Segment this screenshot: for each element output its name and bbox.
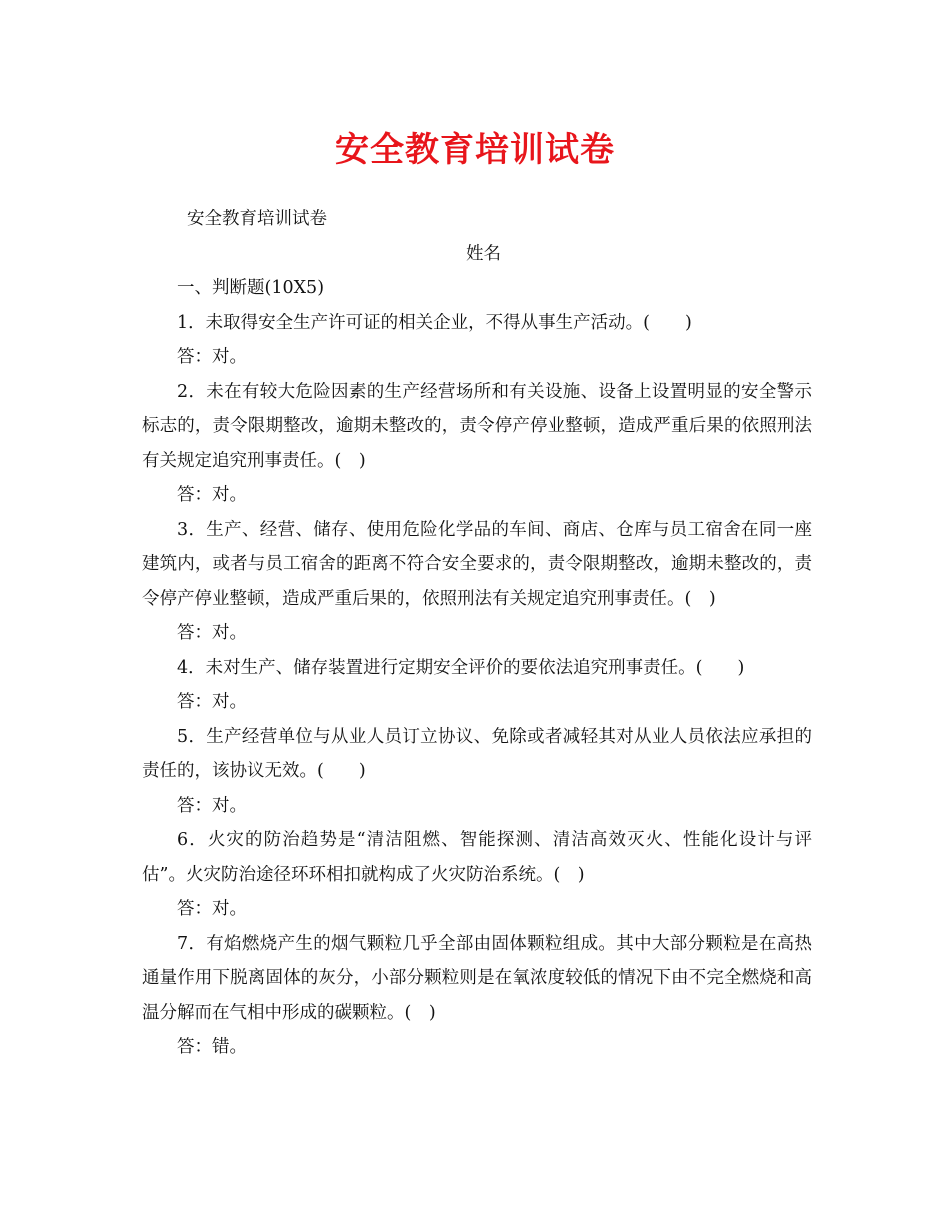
answer-4: 答：对。 xyxy=(177,692,247,712)
question-1: 1．未取得安全生产许可证的相关企业，不得从事生产活动。( ) xyxy=(177,312,692,333)
question-7: 7．有焰燃烧产生的烟气颗粒几乎全部由固体颗粒组成。其中大部分颗粒是在高热通量作用下脱离固体的灰分，小部分颗粒则是在氧浓度较低的情况下由不完全燃烧和高温分解而在气相中形成的碳颗粒。( ) xyxy=(142,933,812,1023)
answer-2: 答：对。 xyxy=(177,485,247,505)
question-4: 4．未对生产、储存装置进行定期安全评价的要依法追究刑事责任。( ) xyxy=(177,657,745,678)
question-5: 5．生产经营单位与从业人员订立协议、免除或者减轻其对从业人员依法应承担的责任的，该协议无效。( ) xyxy=(142,726,812,781)
question-3: 3．生产、经营、储存、使用危险化学品的车间、商店、仓库与员工宿舍在同一座建筑内，或者与员工宿舍的距离不符合安全要求的，责令限期整改，逾期未整改的，责令停产停业整顿，造成严重后果的，依照刑法有关规定追究刑事责任。( ) xyxy=(142,519,812,609)
document-body xyxy=(142,202,812,1065)
answer-5: 答：对。 xyxy=(177,795,247,816)
name-label: 姓名 xyxy=(466,243,501,264)
document-title: 安全教育培训试卷 xyxy=(335,130,615,170)
answer-6: 答：对。 xyxy=(177,899,247,919)
answer-3: 答：对。 xyxy=(177,623,247,643)
answer-7: 答：错。 xyxy=(177,1037,247,1057)
section-heading: 一、判断题(10X5) xyxy=(177,278,325,298)
question-6: 6．火灾的防治趋势是“清洁阻燃、智能探测、清洁高效灭火、性能化设计与评估”。火灾防治途径环环相扣就构成了火灾防治系统。( ) xyxy=(142,830,812,885)
document-subtitle: 安全教育培训试卷 xyxy=(187,209,327,229)
answer-1: 答：对。 xyxy=(177,347,247,367)
question-2: 2．未在有较大危险因素的生产经营场所和有关设施、设备上设置明显的安全警示标志的，责令限期整改，逾期未整改的，责令停产停业整顿，造成严重后果的依照刑法有关规定追究刑事责任。( ) xyxy=(142,381,812,471)
